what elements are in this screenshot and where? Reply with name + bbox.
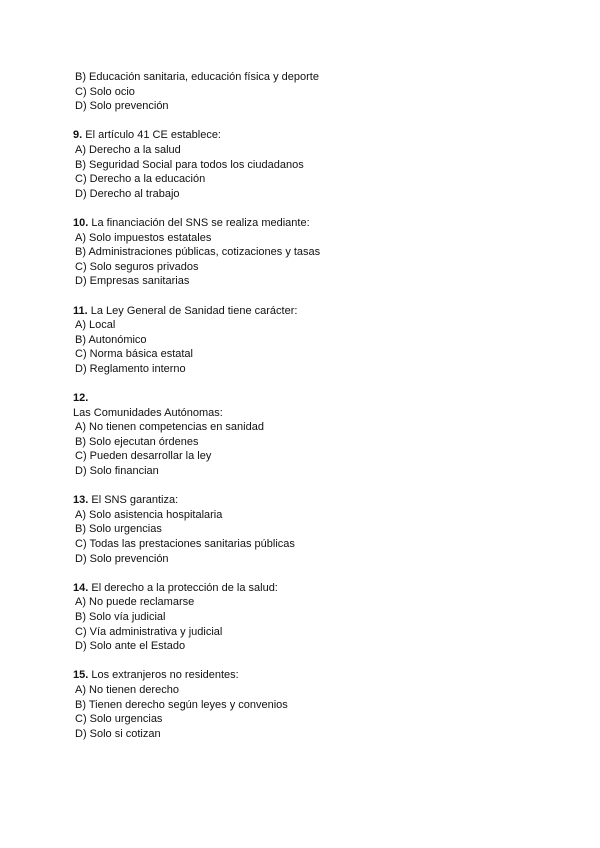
option-15-a: A) No tienen derecho xyxy=(75,683,179,696)
option-9-c: C) Derecho a la educación xyxy=(75,173,206,186)
option-14-a: A) No puede reclamarse xyxy=(75,596,195,609)
question-number: 15. xyxy=(73,669,89,682)
question-11 xyxy=(73,304,543,319)
question-text: La Ley General de Sanidad tiene carácter: xyxy=(90,304,298,317)
option-11-b: B) Autonómico xyxy=(75,333,147,346)
option-13-d: D) Solo prevención xyxy=(75,552,169,565)
option-13-c: C) Todas las prestaciones sanitarias públicas xyxy=(75,538,295,550)
question-10 xyxy=(73,216,543,231)
question-12 xyxy=(73,391,543,406)
question-13 xyxy=(73,493,543,508)
question-number: 13. xyxy=(73,494,89,507)
option-8-d: D) Solo prevención xyxy=(75,100,169,113)
option-13-b: B) Solo urgencias xyxy=(75,523,162,536)
option-14-d: D) Solo ante el Estado xyxy=(75,640,186,653)
option-15-c: C) Solo urgencias xyxy=(75,713,163,726)
option-14-b: B) Solo vía judicial xyxy=(75,610,166,623)
question-15 xyxy=(73,668,543,683)
question-number: 12. xyxy=(73,392,89,405)
option-12-a: A) No tienen competencias en sanidad xyxy=(75,421,264,434)
option-10-c: C) Solo seguros privados xyxy=(75,260,199,273)
question-number: 10. xyxy=(73,216,89,229)
option-11-c: C) Norma básica estatal xyxy=(75,348,193,361)
option-8-c: C) Solo ocio xyxy=(75,85,135,98)
option-10-b: B) Administraciones públicas, cotizaciones y tasas xyxy=(75,246,321,259)
option-12-c: C) Pueden desarrollar la ley xyxy=(75,450,212,463)
option-11-d: D) Reglamento interno xyxy=(75,362,186,375)
question-14 xyxy=(73,581,543,596)
question-text: La financiación del SNS se realiza mediante: xyxy=(91,216,310,229)
question-9 xyxy=(73,128,543,143)
question-number: 11. xyxy=(73,304,88,317)
option-12-b: B) Solo ejecutan órdenes xyxy=(75,435,199,448)
question-number: 9. xyxy=(73,129,83,142)
question-text: El SNS garantiza: xyxy=(91,494,179,507)
option-10-d: D) Empresas sanitarias xyxy=(75,275,190,288)
option-9-b: B) Seguridad Social para todos los ciudadanos xyxy=(75,158,304,171)
option-11-a: A) Local xyxy=(75,319,116,332)
option-15-d: D) Solo si cotizan xyxy=(75,727,161,740)
option-12-d: D) Solo financian xyxy=(75,465,159,478)
question-text: El derecho a la protección de la salud: xyxy=(91,581,278,594)
option-8-b: B) Educación sanitaria, educación física y deporte xyxy=(75,71,319,83)
option-14-c: C) Vía administrativa y judicial xyxy=(75,625,223,638)
question-text: Las Comunidades Autónomas: xyxy=(73,406,223,419)
option-13-a: A) Solo asistencia hospitalaria xyxy=(75,508,223,521)
option-9-d: D) Derecho al trabajo xyxy=(75,187,180,200)
document-page xyxy=(73,70,543,741)
option-15-b: B) Tienen derecho según leyes y convenios xyxy=(75,698,288,711)
question-text: El artículo 41 CE establece: xyxy=(85,129,221,142)
question-number: 14. xyxy=(73,581,89,594)
question-text: Los extranjeros no residentes: xyxy=(91,669,239,682)
option-9-a: A) Derecho a la salud xyxy=(75,143,181,156)
option-10-a: A) Solo impuestos estatales xyxy=(75,231,212,244)
